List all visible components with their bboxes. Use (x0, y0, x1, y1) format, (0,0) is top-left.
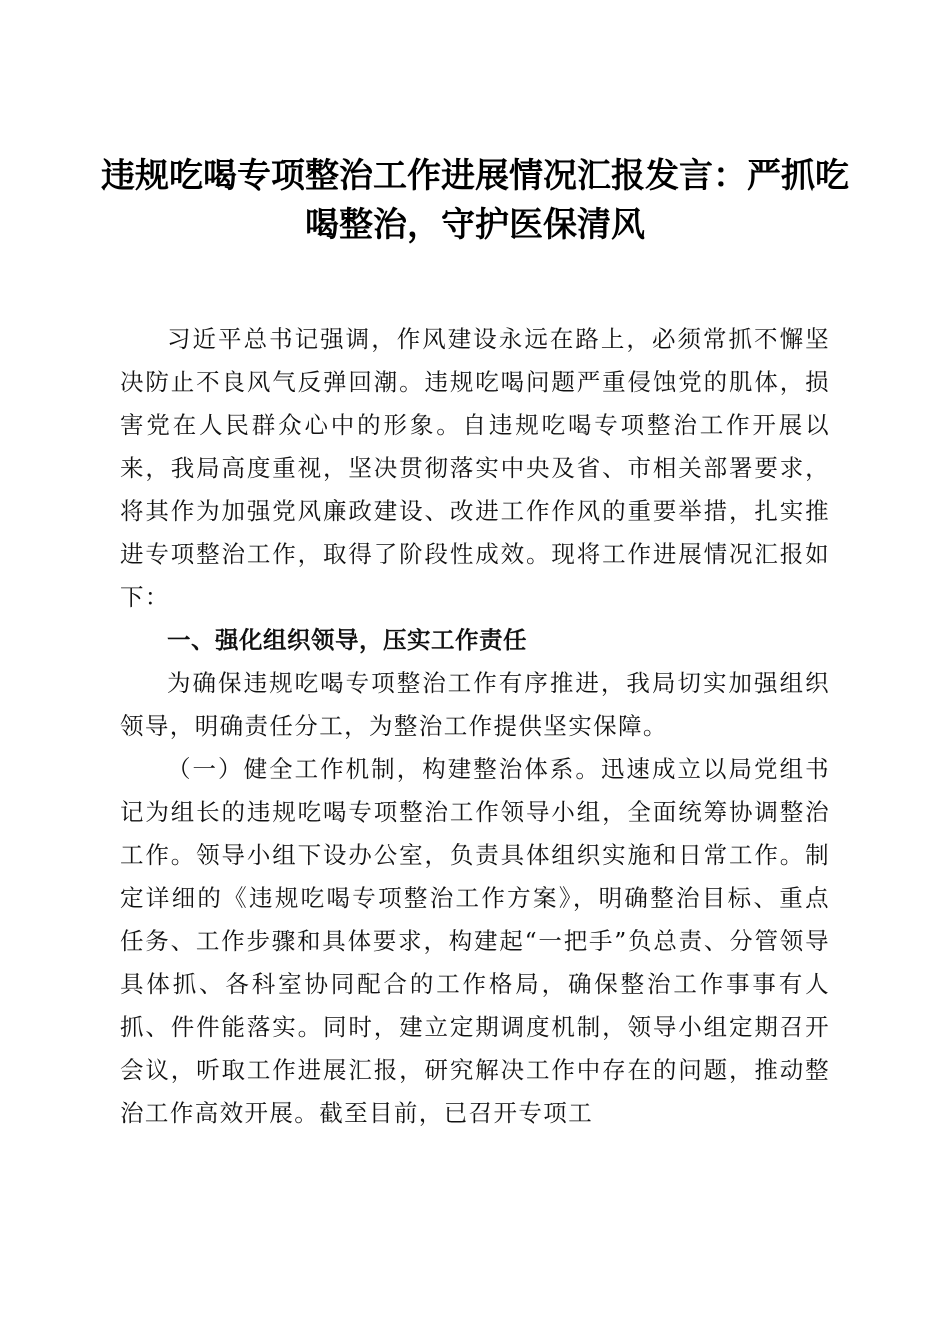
document-title: 违规吃喝专项整治工作进展情况汇报发言：严抓吃喝整治，守护医保清风 (101, 156, 849, 245)
intro-paragraph: 习近平总书记强调，作风建设永远在路上，必须常抓不懈坚决防止不良风气反弹回潮。违规吃喝问题严重侵蚀党的肌体，损害党在人民群众心中的形象。自违规吃喝专项整治工作开展以来，我局高度重视，坚决贯彻落实中央及省、市相关部署要求，将其作为加强党风廉政建设、改进工作作风的重要举措，扎实推进专项整治工作，取得了阶段性成效。现将工作进展情况汇报如下： (120, 325, 830, 611)
subsection-paragraph (120, 748, 830, 1135)
subsection-text: 迅速成立以局党组书记为组长的违规吃喝专项整治工作领导小组，全面统筹协调整治工作。领导小组下设办公室，负责具体组织实施和日常工作。制定详细的《违规吃喝专项整治工作方案》，明确整治目标、重点任务、工作步骤和具体要求，构建起“一把手”负总责、分管领导具体抓、各科室协同配合的工作格局，确保整治工作事事有人抓、件件能落实。同时，建立定期调度机制，领导小组定期召开会议，听取工作进展汇报，研究解决工作中存在的问题，推动整治工作高效开展。截至目前，已召开专项工 (120, 755, 830, 1127)
subsection-label: （一）健全工作机制，构建整治体系。 (167, 755, 601, 783)
section-summary-paragraph: 为确保违规吃喝专项整治工作有序推进，我局切实加强组织领导，明确责任分工，为整治工作提供坚实保障。 (120, 669, 830, 740)
section-heading: 一、强化组织领导，压实工作责任 (167, 626, 527, 654)
document-body (120, 318, 830, 1135)
